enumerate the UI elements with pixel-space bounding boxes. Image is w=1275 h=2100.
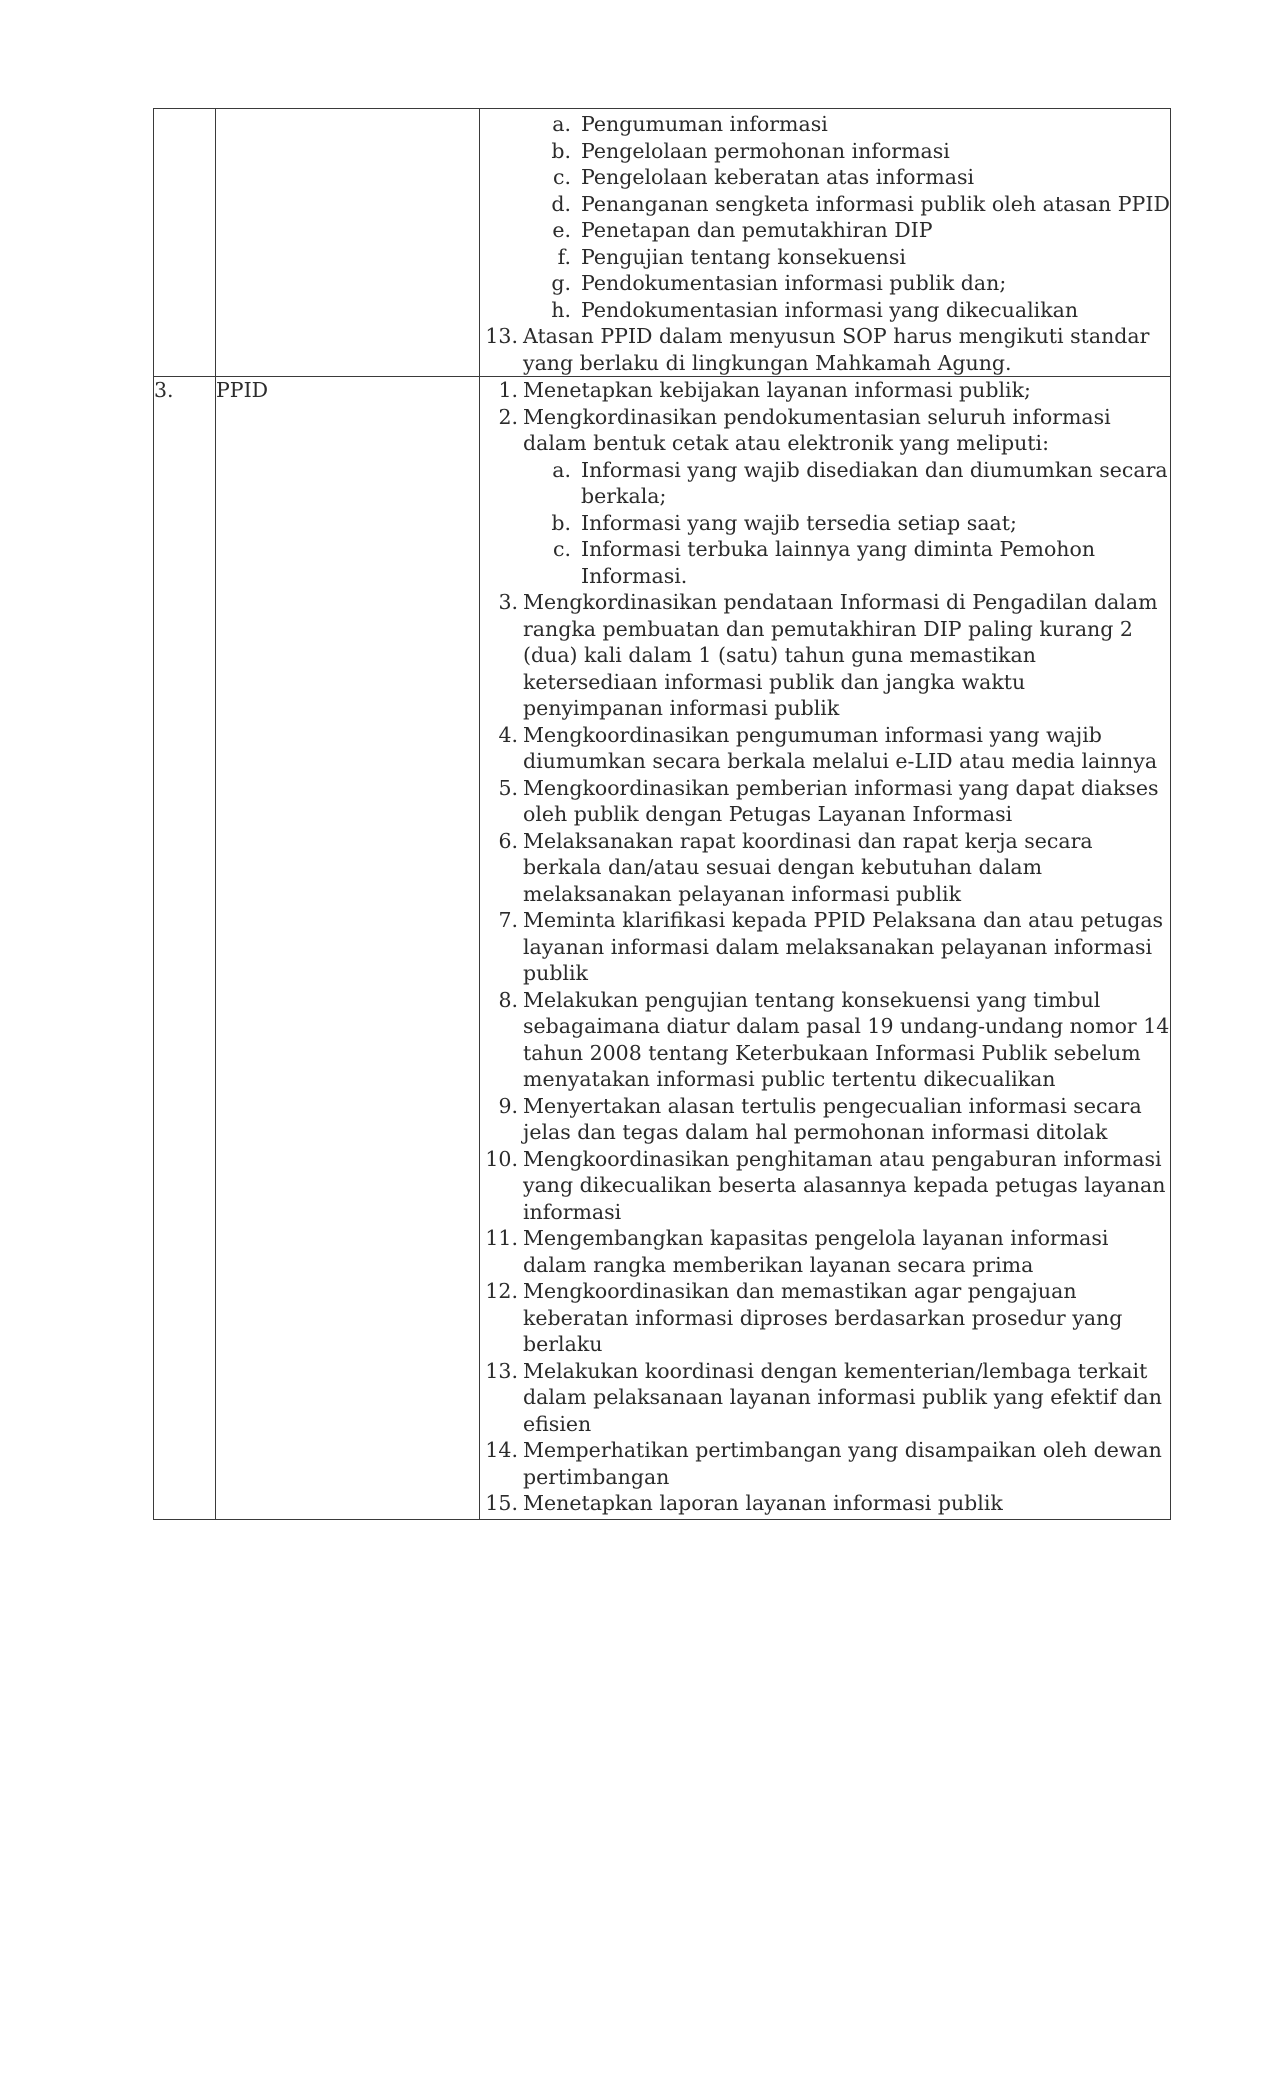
row-number-cell <box>154 109 216 377</box>
list-item: h. Pendokumentasian informasi yang dikecualikan <box>551 297 1079 322</box>
list-item: 15. Menetapkan laporan layanan informasi publik <box>485 1491 1003 1515</box>
unit-cell: PPID <box>216 377 480 1520</box>
list-item: 2. Mengkordinasikan pendokumentasian seluruh informasi dalam bentuk cetak atau elektronik yang meliputi: <box>498 404 1111 455</box>
list-item: 13. Melakukan koordinasi dengan kementerian/lembaga terkait dalam pelaksanaan layanan informasi publik yang efektif dan efisien <box>485 1358 1162 1436</box>
list-item: 11. Mengembangkan kapasitas pengelola layanan informasi dalam rangka memberikan layanan secara prima <box>485 1226 1109 1277</box>
table-row <box>154 377 1171 1520</box>
list-item: b. Pengelolaan permohonan informasi <box>551 138 950 163</box>
list-item: f. Pengujian tentang konsekuensi <box>557 244 906 269</box>
list-item: c. Informasi terbuka lainnya yang diminta Pemohon Informasi. <box>553 537 1096 588</box>
list-item: 12. Mengkoordinasikan dan memastikan agar pengajuan keberatan informasi diproses berdasarkan prosedur yang berlaku <box>485 1279 1123 1356</box>
list-item: 5. Mengkoordinasikan pemberian informasi yang dapat diakses oleh publik dengan Petugas Layanan Informasi <box>498 775 1159 826</box>
duties-table <box>153 108 1171 1520</box>
list-item: 10. Mengkoordinasikan penghitaman atau pengaburan informasi yang dikecualikan beserta alasannya kepada petugas layanan informasi <box>485 1146 1166 1224</box>
list-item: 6. Melaksanakan rapat koordinasi dan rapat kerja secara berkala dan/atau sesuai dengan kebutuhan dalam melaksanakan pelayanan informasi publik <box>498 828 1093 906</box>
list-item: e. Penetapan dan pemutakhiran DIP <box>552 218 933 242</box>
list-item: b. Informasi yang wajib tersedia setiap saat; <box>551 510 1017 535</box>
list-item: 9. Menyertakan alasan tertulis pengecualian informasi secara jelas dan tegas dalam hal permohonan informasi ditolak <box>498 1093 1142 1144</box>
list-item: g. Pendokumentasian informasi publik dan; <box>551 271 1007 295</box>
row-number-cell: 3. <box>154 377 216 1520</box>
list-item: a. Pengumuman informasi <box>552 112 828 136</box>
list-item: 13. Atasan PPID dalam menyusun SOP harus mengikuti standar yang berlaku di lingkungan Mahkamah Agung. <box>485 324 1150 375</box>
list-item: 7. Meminta klarifikasi kepada PPID Pelaksana dan atau petugas layanan informasi dalam melaksanakan pelayanan informasi publik <box>498 908 1164 985</box>
list-item: 14. Memperhatikan pertimbangan yang disampaikan oleh dewan pertimbangan <box>485 1438 1162 1489</box>
list-item: 4. Mengkoordinasikan pengumuman informasi yang wajib diumumkan secara berkala melalui e-LID atau media lainnya <box>498 722 1158 773</box>
unit-cell <box>216 109 480 377</box>
list-item: 1. Menetapkan kebijakan layanan informasi publik; <box>498 378 1031 402</box>
task-cell <box>480 109 1171 377</box>
list-item: a. Informasi yang wajib disediakan dan diumumkan secara berkala; <box>552 457 1168 508</box>
list-item: 8. Melakukan pengujian tentang konsekuensi yang timbul sebagaimana diatur dalam pasal 19 undang-undang nomor 14 tahun 2008 tentang Keterbukaan Informasi Publik sebelum menyatakan informasi public tertentu dikecualikan <box>498 987 1170 1091</box>
list-item: 3. Mengkordinasikan pendataan Informasi di Pengadilan dalam rangka pembuatan dan pemutakhiran DIP paling kurang 2 (dua) kali dalam 1 (satu) tahun guna memastikan ketersediaan informasi publik dan jangka waktu penyimpanan informasi publik <box>498 590 1158 720</box>
list-item: d. Penanganan sengketa informasi publik oleh atasan PPID <box>551 191 1170 216</box>
table-row <box>154 109 1171 377</box>
list-item: c. Pengelolaan keberatan atas informasi <box>553 165 975 189</box>
task-cell <box>480 377 1171 1520</box>
